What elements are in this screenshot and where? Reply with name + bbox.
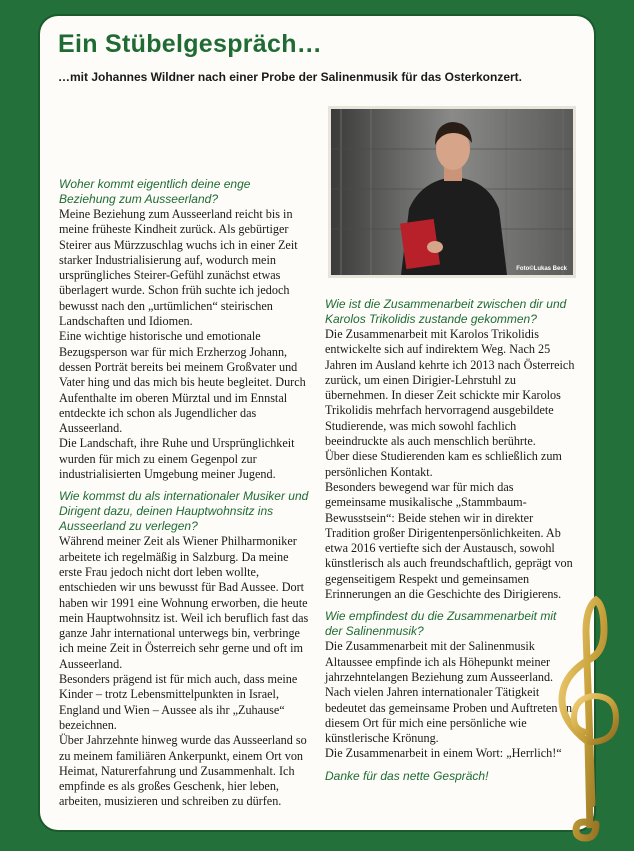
answer-paragraph: Die Zusammenarbeit in einem Wort: „Herrlich!“: [325, 746, 562, 761]
photo-illustration: [331, 109, 573, 275]
left-column: [59, 177, 309, 810]
question-heading: Woher kommt eigentlich deine enge Beziehung zum Ausseerland?: [59, 177, 251, 206]
answer-paragraph: Meine Beziehung zum Ausseerland reicht bis in meine früheste Kindheit zurück. Als gebürtiger Steirer aus Mürzzuschlag wuchs ich in einer Zeit starker Industrialisierung auf, wodurch mein ursprüngliches Steirer-Gefühl zunächst etwas überlagert wurde. Schon früh suchte ich jedoch bewusst nach den „urtümlichen“ steirischen Landschaften und Idiomen.: [59, 207, 298, 329]
article-title: Ein Stübelgespräch…: [58, 30, 323, 58]
article-subtitle: …mit Johannes Wildner nach einer Probe der Salinenmusik für das Osterkonzert.: [58, 70, 523, 84]
answer-paragraph: Besonders prägend ist für mich auch, dass meine Kinder – trotz Lebensmittelpunkten in Israel, England und Wien – Aussee als ihr „Zuhause“ bezeichnen.: [59, 672, 298, 732]
photo-credit: Foto©Lukas Beck: [516, 266, 567, 272]
answer-paragraph: Die Landschaft, ihre Ruhe und Ursprünglichkeit wurden für mich zu einem Gegenpol zur industrialisierten Umgebung meiner Jugend.: [59, 436, 295, 482]
article-card: [40, 16, 594, 830]
answer-paragraph: Über diese Studierenden kam es schließlich zum persönlichen Kontakt.: [325, 449, 562, 479]
answer-paragraph: Besonders bewegend war für mich das gemeinsame musikalische „Stammbaum-Bewusstsein“: Beide stehen wir in direkter Tradition großer Dirigentenpersönlichkeiten. Ab etwa 2016 vertiefte sich der Austausch, sowohl künstlerisch als auch freundschaftlich, geprägt von gegenseitigem Respekt und gemeinsamen Erinnerungen an die Geschichte des Dirigierens.: [325, 479, 573, 602]
answer-paragraph: Über Jahrzehnte hinweg wurde das Ausseerland so zu meinem familiären Ankerpunkt, einem Ort von Heimat, Naturerfahrung und Zusammenhalt. Ich empfinde es als großes Geschenk, hier leben, arbeiten, musizieren und schreiben zu dürfen.: [59, 733, 307, 809]
answer-paragraph: Die Zusammenarbeit mit der Salinenmusik Altaussee empfinde ich als Höhepunkt meiner jahrzehntelangen Beziehung zum Ausseerland. Nach vielen Jahren internationaler Tätigkeit bedeutet das gemeinsame Proben und Auftreten an diesem Ort für mich eine persönliche wie künstlerische Krönung.: [325, 639, 573, 746]
question-heading: Wie empfindest du die Zusammenarbeit mit der Salinenmusik?: [325, 609, 557, 639]
question-heading: Wie ist die Zusammenarbeit zwischen dir und Karolos Trikolidis zustande gekommen?: [325, 297, 567, 326]
closing-line: Danke für das nette Gespräch!: [325, 768, 489, 783]
right-column: [325, 297, 575, 784]
question-heading: Wie kommst du als internationaler Musiker und Dirigent dazu, deinen Hauptwohnsitz ins Ausseerland zu verlegen?: [59, 489, 309, 534]
answer-paragraph: Während meiner Zeit als Wiener Philharmoniker arbeitete ich regelmäßig in Salzburg. Da meine erste Frau jedoch nicht dort leben wollte, entschieden wir uns bewusst für Bad Aussee. Dort haben wir 1991 eine Wohnung erworben, die heute mein Hauptwohnsitz ist. Weil ich beruflich fast das ganze Jahr international unterwegs bin, verbringe ich meine Zeit in Österreich sehr gerne und oft im Ausseerland.: [59, 534, 309, 671]
answer-paragraph: Eine wichtige historische und emotionale Bezugsperson war für mich Erzherzog Johann, dessen Porträt bereits bei meinem Großvater und Vater hing und das mich bis heute begleitet. Durch Aufenthalte im oberen Mürztal und im Ennstal entdeckte ich schon als Jugendlicher das Ausseerland.: [59, 329, 306, 436]
treble-clef-icon: [552, 592, 632, 842]
portrait-photo: [328, 106, 576, 278]
answer-paragraph: Die Zusammenarbeit mit Karolos Trikolidis entwickelte sich auf indirektem Weg. Nach 25 Jahren im Ausland kehrte ich 2013 nach Österreich zurück, um einen Dirigier-Lehrstuhl zu übernehmen. In dieser Zeit schickte mir Karolos Trikolidis mehrfach hervorragend ausgebildete Studierende, was mich sowohl fachlich beeindruckte als auch menschlich berührte.: [325, 327, 575, 449]
